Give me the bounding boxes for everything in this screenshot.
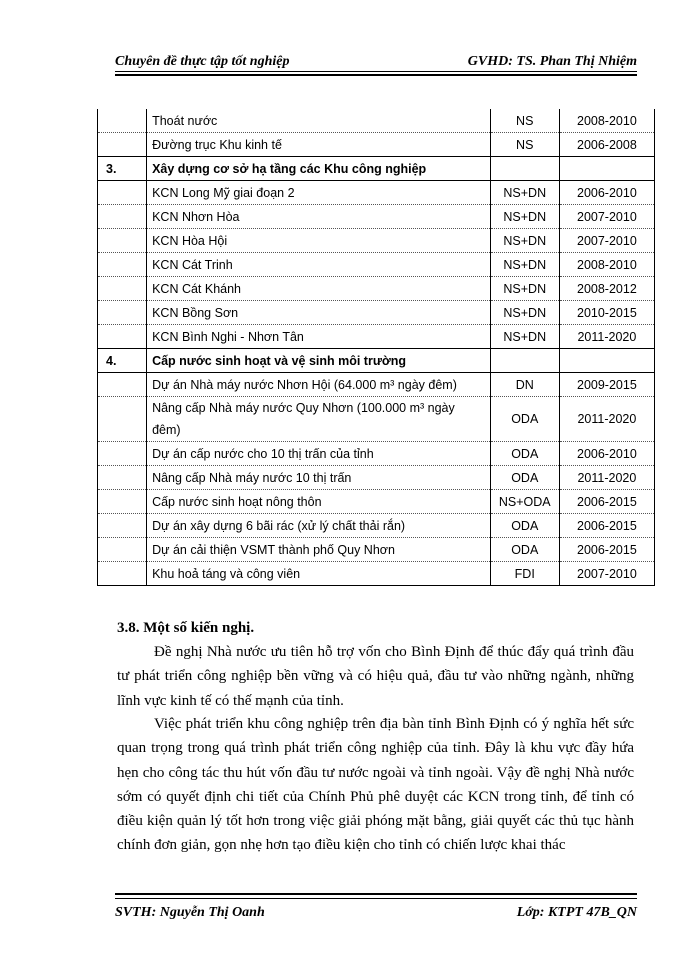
row-name: Đường trục Khu kinh tế — [147, 133, 491, 157]
page-footer — [115, 902, 637, 924]
table-row — [98, 109, 655, 133]
row-number — [98, 205, 147, 229]
row-source: NS+DN — [490, 301, 559, 325]
row-name: KCN Cát Khánh — [147, 277, 491, 301]
row-source: ODA — [490, 538, 559, 562]
section-title: 3.8. Một số kiến nghị. — [117, 620, 255, 636]
table-row — [98, 181, 655, 205]
row-source: NS+DN — [490, 325, 559, 349]
header-left: Chuyên đề thực tập tốt nghiệp — [115, 54, 290, 69]
table-row — [98, 277, 655, 301]
row-name: KCN Bình Nghi - Nhơn Tân — [147, 325, 491, 349]
row-period: 2011-2020 — [559, 466, 654, 490]
row-name: KCN Bồng Sơn — [147, 301, 491, 325]
row-name: Khu hoả táng và công viên — [147, 562, 491, 586]
table-row — [98, 538, 655, 562]
row-number — [98, 133, 147, 157]
paragraph-2: Việc phát triển khu công nghiệp trên địa bàn tỉnh Bình Định có ý nghĩa hết sức quan trọng trong quá trình phát triển công nghiệp của tỉnh. Đây là khu vực đầy hứa hẹn cho công tác thu hút vốn đầu tư nước ngoài và tỉnh ngoài. Vậy đề nghị Nhà nước sớm có quyết định chi tiết của Chính Phủ phê duyệt các KCN trong tỉnh, để tỉnh có điều kiện quản lý tốt hơn trong việc giải phóng mặt bằng, giải quyết các thủ tục hành chính đơn giản, gọn nhẹ hơn tạo điều kiện cho tỉnh có chiến lược khai thác — [117, 716, 634, 854]
row-source: NS — [490, 133, 559, 157]
row-source: DN — [490, 373, 559, 397]
row-source: ODA — [490, 442, 559, 466]
row-name: KCN Cát Trinh — [147, 253, 491, 277]
table-row — [98, 205, 655, 229]
paragraph-1: Đề nghị Nhà nước ưu tiên hỗ trợ vốn cho Bình Định để thúc đẩy quá trình đầu tư phát triển công nghiệp bền vững và có hiệu quả, đầu tư vào những ngành, những lĩnh vực kinh tế có thế mạnh của tỉnh. — [117, 644, 634, 709]
row-period: 2006-2015 — [559, 538, 654, 562]
table-row — [98, 301, 655, 325]
footer-rule — [115, 898, 637, 899]
row-number — [98, 253, 147, 277]
row-period: 2008-2010 — [559, 253, 654, 277]
row-name: Xây dựng cơ sở hạ tầng các Khu công nghiệp — [147, 157, 491, 181]
row-name: Cấp nước sinh hoạt và vệ sinh môi trường — [147, 349, 491, 373]
row-source: NS+DN — [490, 205, 559, 229]
row-name: Dự án cấp nước cho 10 thị trấn của tỉnh — [147, 442, 491, 466]
row-number — [98, 373, 147, 397]
row-name: KCN Nhơn Hòa — [147, 205, 491, 229]
header-rule-thick — [115, 74, 637, 76]
header-right: GVHD: TS. Phan Thị Nhiệm — [467, 54, 637, 69]
table-row — [98, 490, 655, 514]
row-source: NS — [490, 109, 559, 133]
row-name: Nâng cấp Nhà máy nước Quy Nhơn (100.000 m³ ngày đêm) — [147, 397, 491, 442]
row-number — [98, 277, 147, 301]
row-source: NS+DN — [490, 277, 559, 301]
row-name: KCN Hòa Hội — [147, 229, 491, 253]
table-row — [98, 514, 655, 538]
row-period: 2006-2010 — [559, 442, 654, 466]
row-number — [98, 181, 147, 205]
row-number — [98, 466, 147, 490]
project-table-body — [98, 109, 655, 586]
row-period: 2007-2010 — [559, 205, 654, 229]
row-name: Nâng cấp Nhà máy nước 10 thị trấn — [147, 466, 491, 490]
row-period: 2006-2015 — [559, 490, 654, 514]
row-period: 2009-2015 — [559, 373, 654, 397]
row-period: 2006-2008 — [559, 133, 654, 157]
row-period: 2011-2020 — [559, 397, 654, 442]
table-group-row — [98, 157, 655, 181]
row-name: Dự án cải thiện VSMT thành phố Quy Nhơn — [147, 538, 491, 562]
page-header — [115, 48, 637, 70]
row-period: 2007-2010 — [559, 229, 654, 253]
row-source: ODA — [490, 397, 559, 442]
row-number: 3. — [98, 157, 147, 181]
table-row — [98, 373, 655, 397]
row-source: NS+ODA — [490, 490, 559, 514]
row-number — [98, 538, 147, 562]
row-number: 4. — [98, 349, 147, 373]
row-number — [98, 301, 147, 325]
footer-right: Lớp: KTPT 47B_QN — [516, 905, 637, 920]
row-number — [98, 562, 147, 586]
table-row — [98, 253, 655, 277]
row-period: 2011-2020 — [559, 325, 654, 349]
row-period: 2006-2010 — [559, 181, 654, 205]
row-source: NS+DN — [490, 181, 559, 205]
project-table — [97, 109, 655, 586]
footer-rule-thick — [115, 893, 637, 895]
table-row — [98, 133, 655, 157]
table-row — [98, 229, 655, 253]
row-number — [98, 397, 147, 442]
row-number — [98, 442, 147, 466]
table-row — [98, 325, 655, 349]
row-source — [490, 157, 559, 181]
table-row — [98, 442, 655, 466]
row-period — [559, 157, 654, 181]
row-number — [98, 490, 147, 514]
row-number — [98, 514, 147, 538]
row-source: NS+DN — [490, 229, 559, 253]
row-name: Cấp nước sinh hoạt nông thôn — [147, 490, 491, 514]
row-period: 2006-2015 — [559, 514, 654, 538]
row-period: 2010-2015 — [559, 301, 654, 325]
table-group-row — [98, 349, 655, 373]
row-name: Dự án Nhà máy nước Nhơn Hội (64.000 m³ ngày đêm) — [147, 373, 491, 397]
row-name: Thoát nước — [147, 109, 491, 133]
header-rule — [115, 71, 637, 72]
row-source: FDI — [490, 562, 559, 586]
row-number — [98, 325, 147, 349]
row-name: KCN Long Mỹ giai đoạn 2 — [147, 181, 491, 205]
row-number — [98, 229, 147, 253]
row-name: Dự án xây dựng 6 bãi rác (xử lý chất thải rắn) — [147, 514, 491, 538]
row-source: ODA — [490, 466, 559, 490]
row-number — [98, 109, 147, 133]
table-row — [98, 466, 655, 490]
row-source: NS+DN — [490, 253, 559, 277]
table-row — [98, 397, 655, 442]
row-period — [559, 349, 654, 373]
row-period: 2008-2010 — [559, 109, 654, 133]
footer-left: SVTH: Nguyễn Thị Oanh — [115, 905, 265, 920]
row-source: ODA — [490, 514, 559, 538]
row-period: 2007-2010 — [559, 562, 654, 586]
row-period: 2008-2012 — [559, 277, 654, 301]
row-source — [490, 349, 559, 373]
table-row — [98, 562, 655, 586]
